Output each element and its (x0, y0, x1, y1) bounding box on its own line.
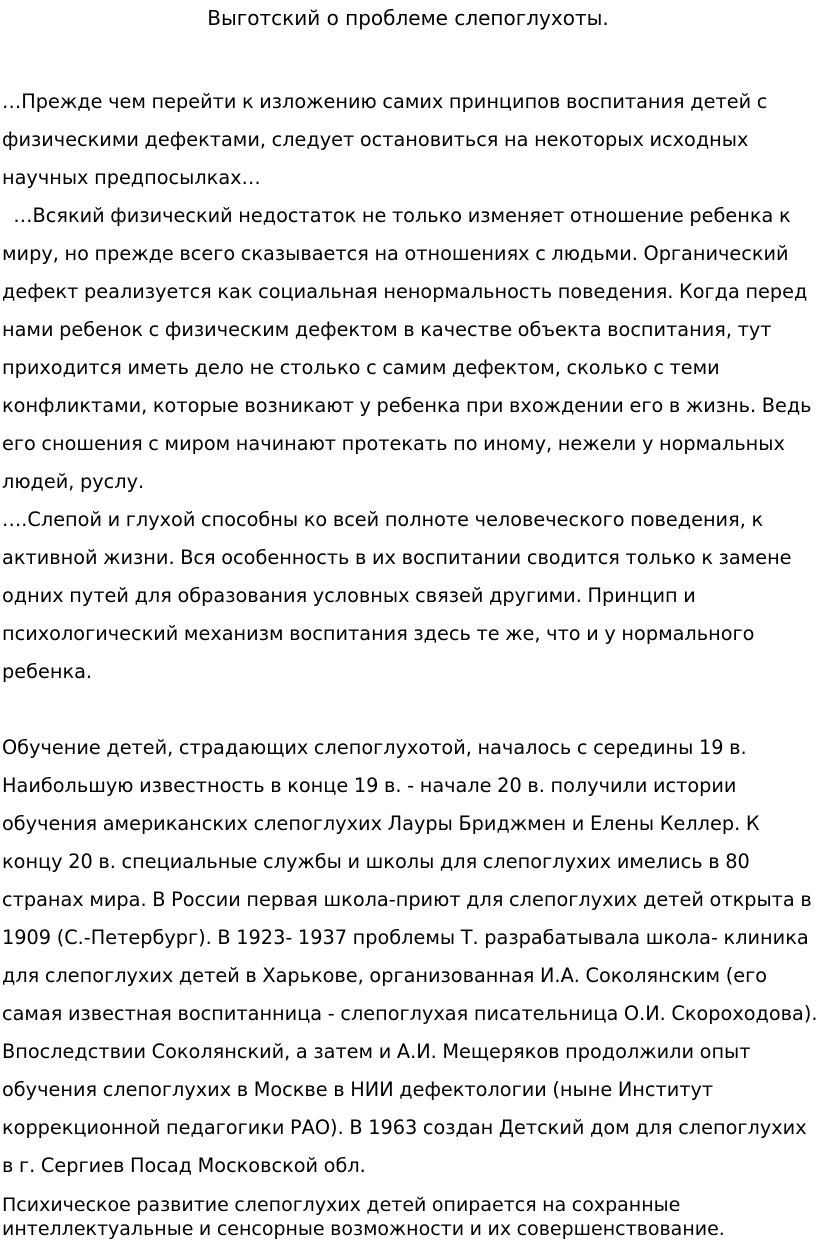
paragraph-intro: …Прежде чем перейти к изложению самих принципов воспитания детей с физическими дефектами, следует остановиться на некоторых исходных научных предпосылках… (2, 90, 768, 189)
paragraph-blind-deaf: ….Слепой и глухой способны ко всей полноте человеческого поведения, к активной жизни. Вся особенность в их воспитании сводится только к замене одних путей для образования условных связей другими. Принцип и психологический механизм воспитания здесь те же, что и у нормального ребенка. (2, 508, 792, 683)
document-title: Выготский о проблеме слепоглухоты. (207, 6, 609, 30)
paragraph-development: Психическое развитие слепоглухих детей опирается на сохранные интеллектуальные и сенсорные возможности и их совершенствование. (2, 1194, 725, 1240)
paragraph-physical-defect: …Всякий физический недостаток не только изменяет отношение ребенка к миру, но прежде всего сказывается на отношениях с людьми. Органический дефект реализуется как социальная ненормальность поведения. Когда перед нами ребенок с физическим дефектом в качестве объекта воспитания, тут приходится иметь дело не столько с самим дефектом, сколько с теми конфликтами, которые возникают у ребенка при вхождении его в жизнь. Ведь его сношения с миром начинают протекать по иному, нежели у нормальных людей, руслу. (2, 204, 818, 493)
paragraph-history: Обучение детей, страдающих слепоглухотой, началось с середины 19 в. Наибольшую известность в конце 19 в. - начале 20 в. получили истории обучения американских слепоглухих Лауры Бриджмен и Елены Келлер. К концу 20 в. специальные службы и школы для слепоглухих имелись в 80 странах мира. В России первая школа-приют для слепоглухих детей открыта в 1909 (С.-Петербург). В 1923- 1937 проблемы Т. разрабатывала школа- клиника для слепоглухих детей в Харькове, организованная И.А. Соколянским (его самая известная воспитанница - слепоглухая писательница О.И. Скороходова). Впоследствии Соколянский, а затем и А.И. Мещеряков продолжили опыт обучения слепоглухих в Москве в НИИ дефектологии (ныне Институт коррекционной педагогики РАО). В 1963 создан Детский дом для слепоглухих в г. Сергиев Посад Московской обл. (2, 736, 818, 1177)
